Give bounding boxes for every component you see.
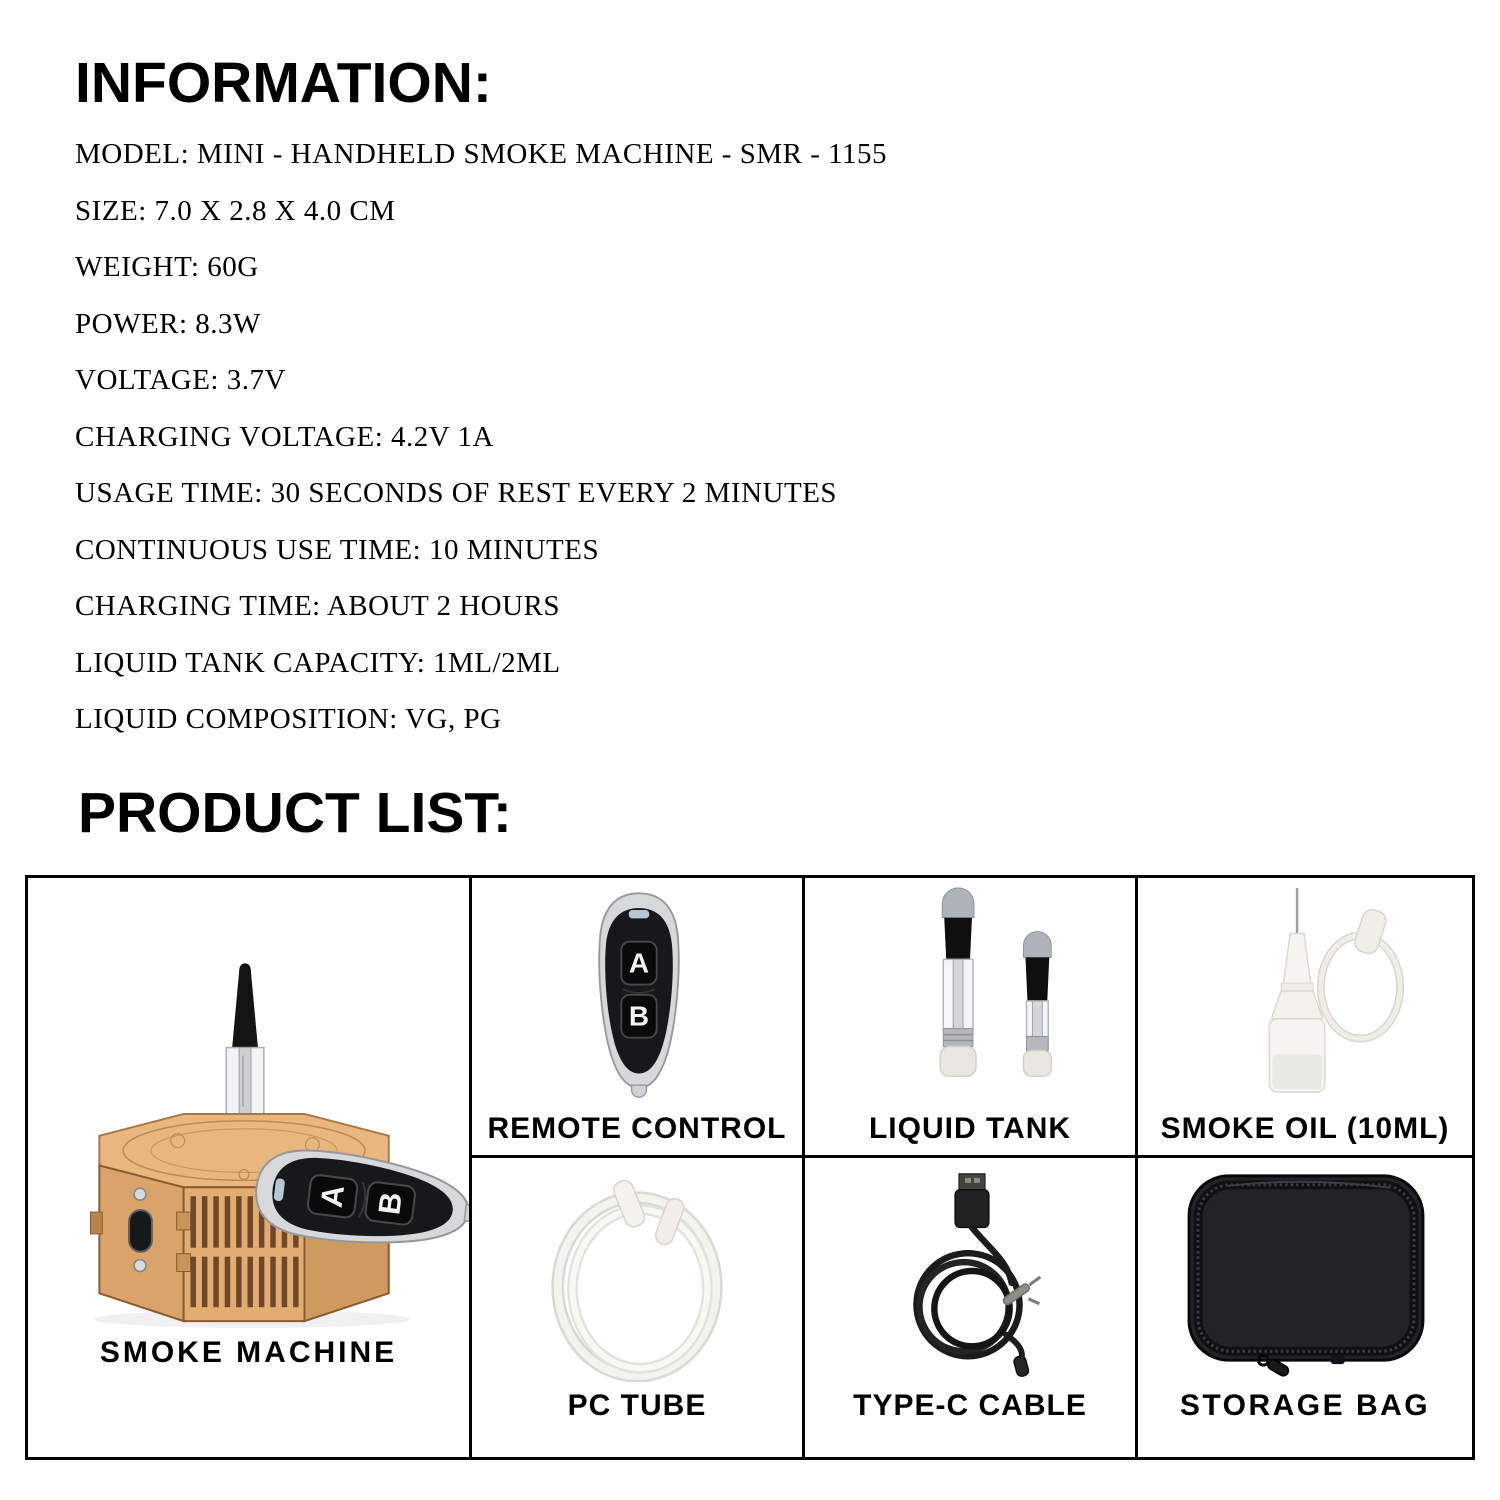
- remote-fob-icon: [599, 893, 679, 1097]
- spec-line-usage-time: USAGE TIME: 30 SECONDS OF REST EVERY 2 MINUTES: [75, 477, 838, 509]
- product-list-heading: PRODUCT LIST:: [78, 781, 512, 845]
- cell-pc-tube: [472, 1158, 805, 1457]
- type-c-cable-image: [820, 1164, 1120, 1382]
- spec-line-continuous-use: CONTINUOUS USE TIME: 10 MINUTES: [75, 533, 600, 566]
- cell-storage-bag: [1138, 1158, 1472, 1457]
- spec-list: [75, 126, 1455, 748]
- spec-line-tank-capacity: LIQUID TANK CAPACITY: 1ML/2ML: [75, 646, 561, 679]
- spec-line-charging-time: CHARGING TIME: ABOUT 2 HOURS: [75, 590, 561, 622]
- cell-liquid-tank: [805, 878, 1138, 1158]
- smoke-machine-image: [29, 884, 469, 1334]
- pc-tube-image: [487, 1164, 787, 1382]
- remote-control-image: [487, 884, 787, 1100]
- remote-button-a-label: A: [628, 947, 650, 979]
- product-grid: [25, 875, 1475, 1460]
- cell-smoke-oil: [1138, 878, 1472, 1158]
- info-section: [75, 50, 1455, 748]
- screw-icon: [134, 1188, 146, 1200]
- spec-line-power: POWER: 8.3W: [75, 307, 261, 340]
- remote-control-label: REMOTE CONTROL: [487, 1112, 787, 1145]
- smoke-oil-label: SMOKE OIL (10ML): [1160, 1112, 1450, 1145]
- spec-line-charging-voltage: CHARGING VOLTAGE: 4.2V 1A: [75, 420, 494, 453]
- led-indicator: [629, 910, 649, 918]
- usb-c-port: [129, 1210, 152, 1252]
- liquid-tank-image: [820, 884, 1120, 1100]
- cell-remote-control: [472, 878, 805, 1158]
- usb-c-connector: [1013, 1355, 1030, 1377]
- storage-bag-label: STORAGE BAG: [1179, 1389, 1431, 1422]
- spec-line-weight: WEIGHT: 60G: [75, 251, 259, 283]
- remote-button-b-label: B: [628, 1000, 650, 1032]
- spec-line-composition: LIQUID COMPOSITION: VG, PG: [75, 703, 502, 735]
- smoke-machine-label: SMOKE MACHINE: [99, 1336, 398, 1369]
- spec-line-voltage: VOLTAGE: 3.7V: [75, 364, 286, 396]
- spec-line-model: MODEL: MINI - HANDHELD SMOKE MACHINE - SMR - 1155: [75, 138, 888, 170]
- pc-tube-label: PC TUBE: [567, 1389, 707, 1422]
- liquid-tank-label: LIQUID TANK: [868, 1112, 1072, 1145]
- cell-type-c-cable: [805, 1158, 1138, 1457]
- storage-bag-image: [1155, 1164, 1455, 1382]
- info-heading: INFORMATION:: [75, 51, 492, 115]
- spec-line-size: SIZE: 7.0 X 2.8 X 4.0 CM: [75, 194, 396, 227]
- type-c-cable-label: TYPE-C CABLE: [853, 1389, 1087, 1422]
- screw-icon: [134, 1260, 146, 1272]
- smoke-oil-image: [1155, 884, 1455, 1100]
- cell-smoke-machine: [28, 878, 472, 1457]
